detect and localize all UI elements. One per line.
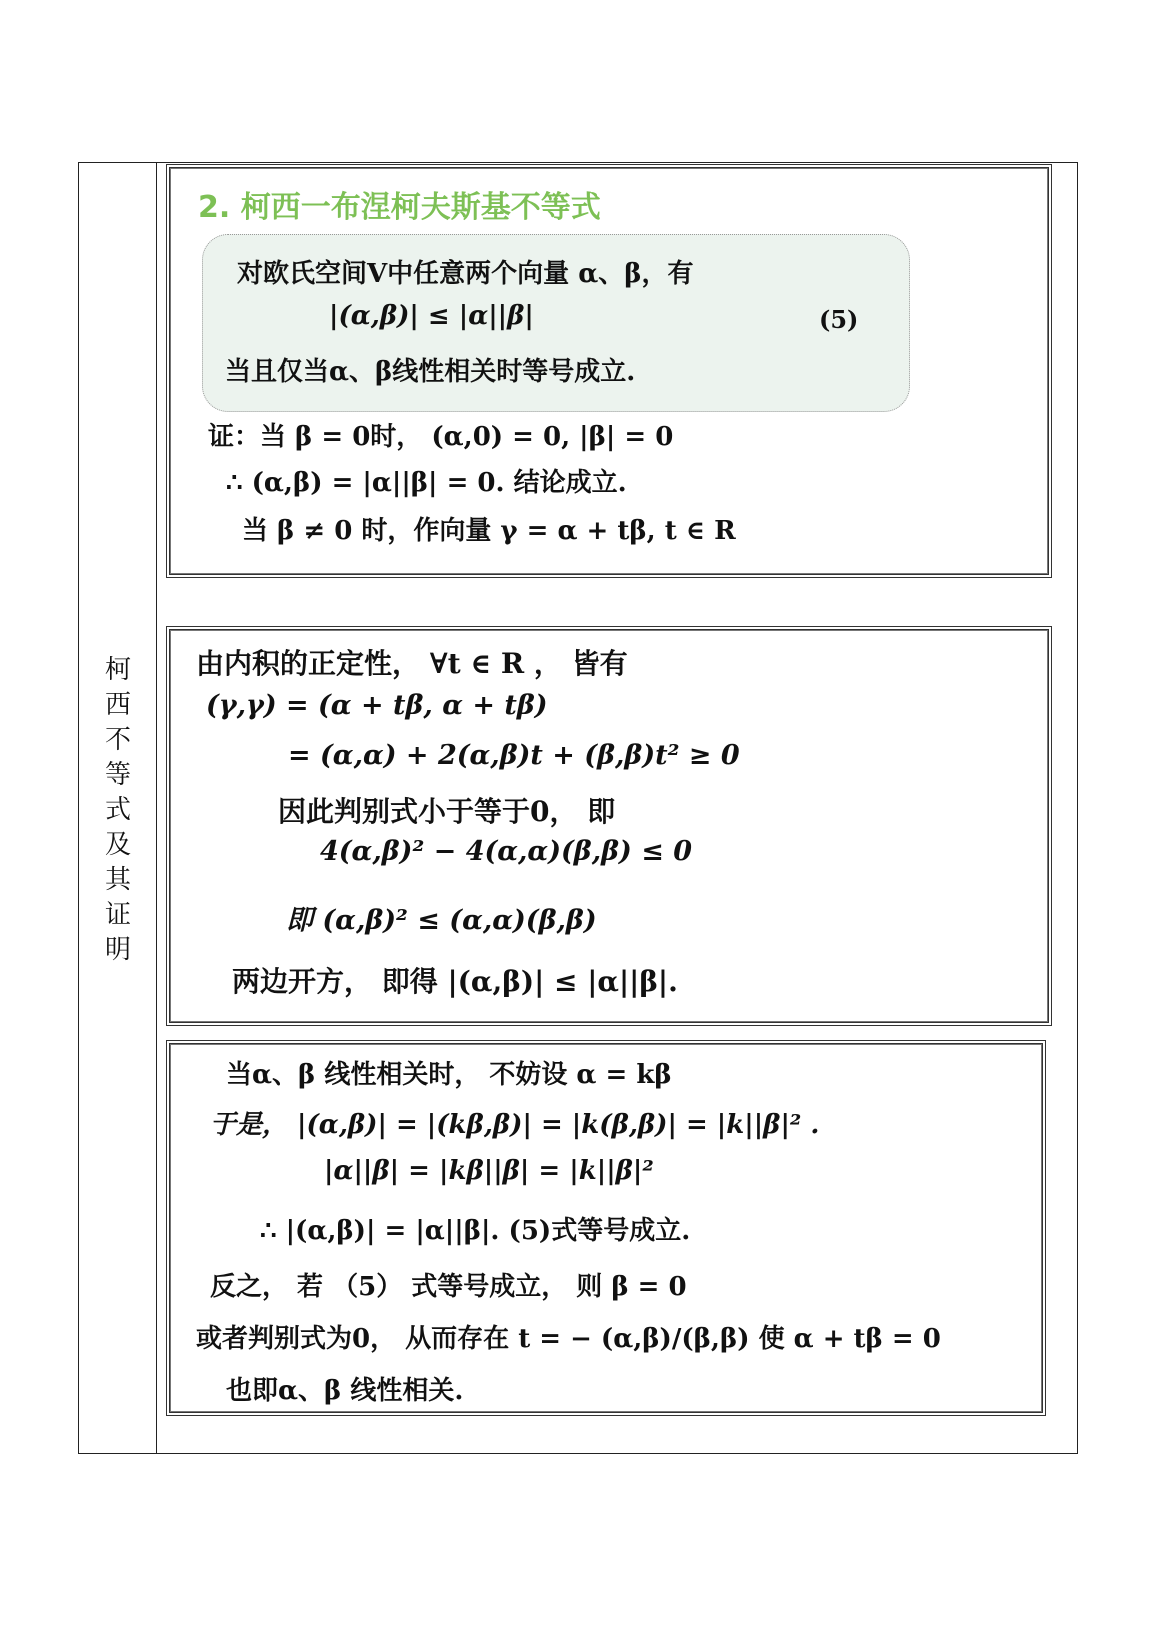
proof-line: ∴ (α,β) = |α||β| = 0. 结论成立. [226, 468, 627, 498]
proof-panel-equality [166, 1040, 1046, 1416]
theorem-condition: 当且仅当α、β线性相关时等号成立. [225, 357, 636, 387]
proof-line: 也即α、β 线性相关. [226, 1376, 464, 1406]
proof-panel-positive-definite [166, 626, 1052, 1026]
side-column [79, 163, 157, 1453]
proof-line: ∴ |(α,β)| = |α||β|. (5)式等号成立. [260, 1216, 691, 1246]
proof-line: 证：当 β = 0时， (α,0) = 0, |β| = 0 [208, 422, 674, 452]
proof-line: 因此判别式小于等于0， 即 [278, 795, 616, 828]
proof-formula: 即 (α,β)² ≤ (α,α)(β,β) [286, 905, 597, 936]
proof-conclusion: 两边开方， 即得 |(α,β)| ≤ |α||β|. [232, 965, 678, 998]
proof-formula: |α||β| = |kβ||β| = |k||β|² [324, 1156, 654, 1186]
proof-line: 当 β ≠ 0 时，作向量 γ = α + tβ, t ∈ R [242, 516, 736, 546]
theorem-statement: 对欧氏空间V中任意两个向量 α、β，有 [237, 259, 694, 289]
theorem-panel [166, 164, 1052, 578]
proof-line: 或者判别式为0， 从而存在 t = − (α,β)/(β,β) 使 α + tβ = 0 [196, 1324, 941, 1354]
proof-line: 反之， 若 （5） 式等号成立， 则 β = 0 [210, 1272, 687, 1302]
proof-formula: (γ,γ) = (α + tβ, α + tβ) [206, 690, 548, 721]
proof-formula: 4(α,β)² − 4(α,α)(β,β) ≤ 0 [320, 836, 693, 867]
equation-number: (5) [819, 305, 859, 334]
proof-formula: 于是， |(α,β)| = |(kβ,β)| = |k(β,β)| = |k||β|² . [210, 1110, 820, 1140]
proof-line: 由内积的正定性， ∀t ∈ R ， 皆有 [196, 647, 628, 680]
theorem-box [202, 234, 910, 412]
section-title: 2. 柯西一布涅柯夫斯基不等式 [198, 190, 601, 225]
proof-formula: = (α,α) + 2(α,β)t + (β,β)t² ≥ 0 [288, 740, 740, 771]
theorem-formula: |(α,β)| ≤ |α||β| [329, 301, 534, 331]
proof-line: 当α、β 线性相关时， 不妨设 α = kβ [226, 1060, 672, 1090]
side-label: 柯 西 不 等 式 及 其 证 明 [104, 655, 131, 965]
